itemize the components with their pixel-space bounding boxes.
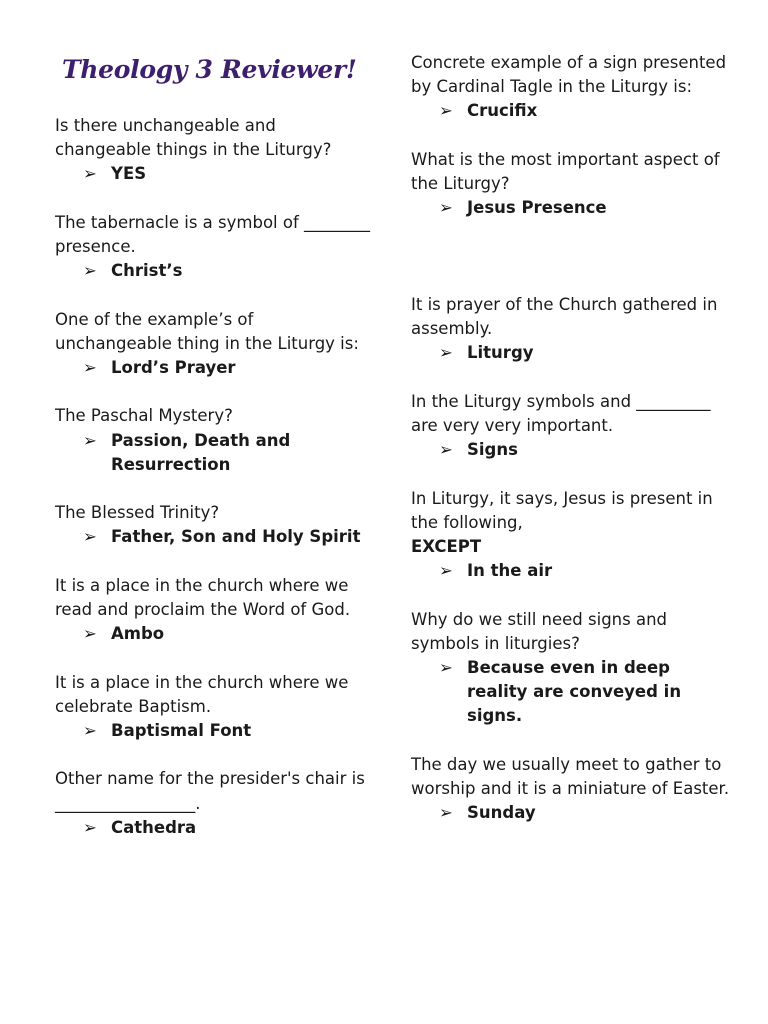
answer-text: Liturgy (467, 343, 534, 363)
answer-item (55, 525, 375, 549)
answer-text: Because even in deep reality are conveyed in signs. (467, 658, 682, 726)
question-text: It is a place in the church where we celebrate Baptism. (55, 672, 349, 716)
answer-item (411, 656, 731, 729)
arrowhead-bullet-icon: ➢ (83, 358, 97, 377)
arrowhead-bullet-icon: ➢ (439, 198, 453, 218)
question-block (55, 767, 375, 840)
question-block (411, 51, 731, 124)
question-text: Concrete example of a sign presented by Cardinal Tagle in the Liturgy is: (411, 53, 727, 97)
answer-text: Christ’s (111, 261, 183, 281)
arrowhead-bullet-icon: ➢ (83, 527, 97, 547)
answer-item (411, 99, 731, 123)
answer-item (55, 259, 375, 283)
arrowhead-bullet-icon: ➢ (439, 101, 453, 121)
question-block (55, 671, 375, 744)
question-text: It is a place in the church where we read and proclaim the Word of God. (55, 575, 351, 619)
answer-text: Cathedra (111, 817, 197, 837)
question-text (411, 487, 731, 560)
arrowhead-bullet-icon: ➢ (83, 817, 97, 837)
answer-item (55, 816, 375, 840)
question-text: Is there unchangeable and changeable things in the Liturgy? (55, 116, 332, 160)
answer-item (411, 196, 731, 220)
question-text: In the Liturgy symbols and _________ are very very important. (411, 391, 711, 435)
answer-text: Sunday (467, 803, 536, 823)
question-text: The day we usually meet to gather to worship and it is a miniature of Easter. (411, 754, 730, 798)
arrowhead-bullet-icon: ➢ (83, 164, 97, 184)
question-block (411, 148, 731, 221)
question-text: Other name for the presider's chair is _________________. (55, 769, 365, 813)
question-text: It is prayer of the Church gathered in assembly. (411, 295, 718, 339)
answer-text: YES (111, 164, 147, 184)
arrowhead-bullet-icon: ➢ (83, 720, 97, 740)
answer-item (55, 429, 375, 477)
question-text: The tabernacle is a symbol of ________ presence. (55, 212, 371, 256)
arrowhead-bullet-icon: ➢ (83, 261, 97, 281)
answer-text: In the air (467, 561, 553, 581)
question-block (55, 501, 375, 549)
document-title: Theology 3 Reviewer! (62, 55, 357, 84)
question-block (55, 308, 375, 381)
question-block (55, 404, 375, 477)
answer-item (411, 559, 731, 583)
question-block (411, 390, 731, 463)
question-text: The Blessed Trinity? (55, 503, 220, 523)
arrowhead-bullet-icon: ➢ (439, 343, 453, 363)
question-block (55, 114, 375, 187)
question-block (411, 487, 731, 584)
answer-text: Baptismal Font (111, 720, 252, 740)
question-text-main: In Liturgy, it says, Jesus is present in the following, (411, 488, 713, 532)
question-text: Why do we still need signs and symbols in liturgies? (411, 609, 668, 653)
answer-item (55, 622, 375, 646)
question-text: What is the most important aspect of the Liturgy? (411, 149, 720, 193)
answer-item (55, 356, 375, 380)
arrowhead-bullet-icon: ➢ (439, 803, 453, 823)
answer-text: Ambo (111, 624, 165, 644)
right-column (411, 51, 731, 850)
question-block (411, 293, 731, 366)
question-text: One of the example’s of unchangeable thing in the Liturgy is: (55, 309, 359, 353)
left-column (55, 114, 375, 864)
answer-text: Jesus Presence (467, 198, 607, 218)
question-text: The Paschal Mystery? (55, 406, 233, 426)
question-block (411, 608, 731, 729)
arrowhead-bullet-icon: ➢ (83, 430, 97, 450)
answer-item (55, 162, 375, 186)
answer-text: Father, Son and Holy Spirit (111, 527, 361, 547)
arrowhead-bullet-icon: ➢ (83, 624, 97, 644)
question-block (55, 574, 375, 647)
answer-item (55, 719, 375, 743)
answer-text: Passion, Death and Resurrection (111, 430, 291, 474)
answer-item (411, 341, 731, 365)
question-block (55, 211, 375, 284)
question-block (411, 753, 731, 826)
arrowhead-bullet-icon: ➢ (439, 561, 453, 581)
question-emphasis: EXCEPT (411, 537, 482, 556)
answer-item (411, 801, 731, 825)
answer-text: Signs (467, 440, 518, 460)
answer-text: Crucifix (467, 101, 538, 121)
arrowhead-bullet-icon: ➢ (439, 440, 453, 460)
arrowhead-bullet-icon: ➢ (439, 658, 453, 677)
answer-text: Lord’s Prayer (111, 358, 236, 377)
answer-item (411, 438, 731, 462)
